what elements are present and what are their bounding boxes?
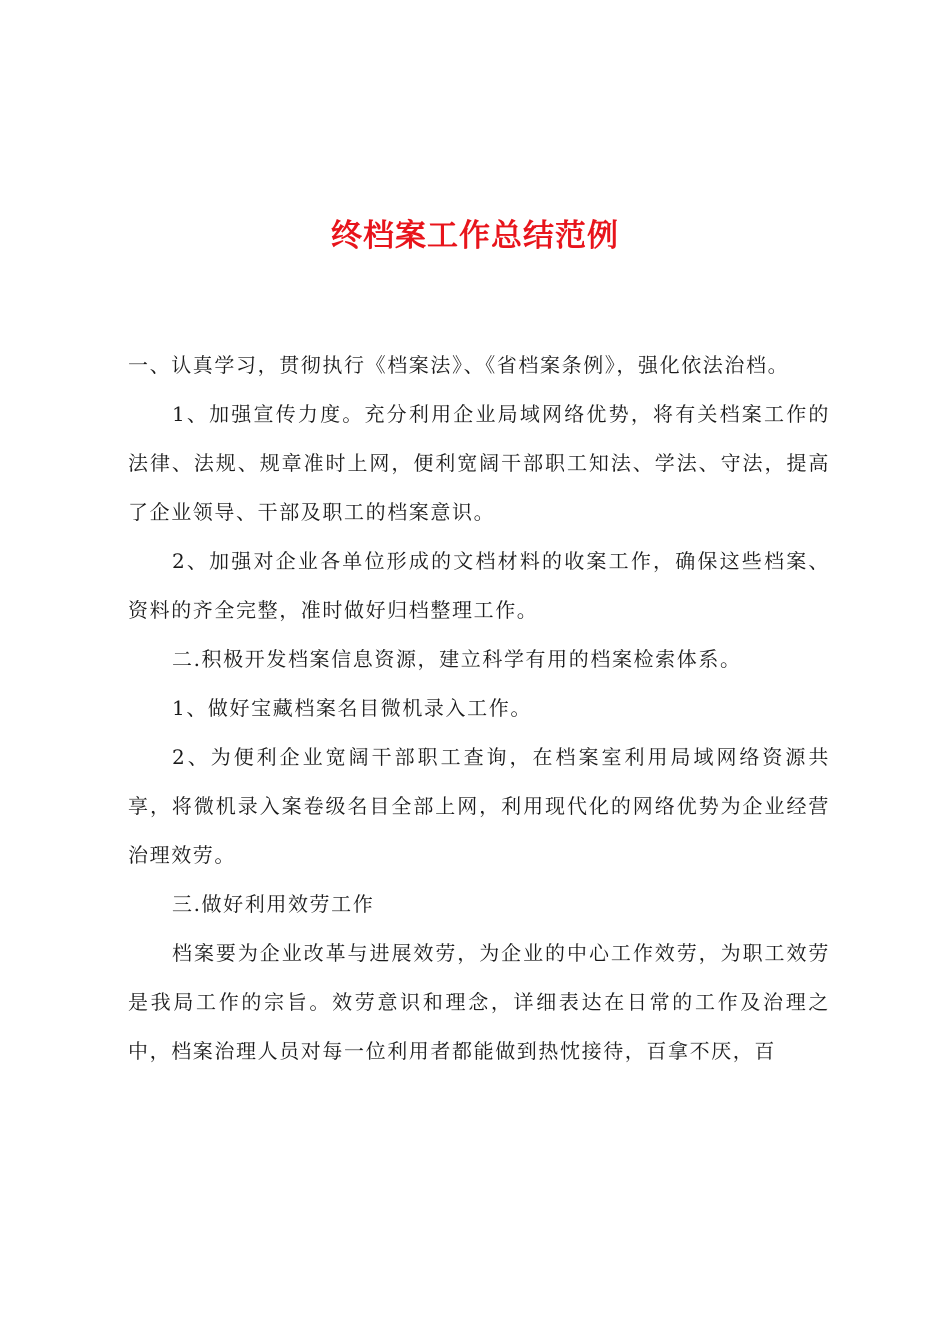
paragraph-1-2: 2、加强对企业各单位形成的文档材料的收案工作，确保这些档案、资料的齐全完整，准时做好归档整理工作。 xyxy=(128,549,830,622)
paragraph-2-1: 1、做好宝藏档案名目微机录入工作。 xyxy=(172,696,532,720)
paragraph-section-1-heading: 一、认真学习，贯彻执行《档案法》、《省档案条例》，强化依法治档。 xyxy=(128,353,790,377)
paragraph-section-3-heading: 三.做好利用效劳工作 xyxy=(172,892,375,916)
paragraph-3-body: 档案要为企业改革与进展效劳，为企业的中心工作效劳，为职工效劳是我局工作的宗旨。效劳意识和理念，详细表达在日常的工作及治理之中，档案治理人员对每一位利用者都能做到热忱接待，百拿不厌，百 xyxy=(128,941,830,1063)
document-body xyxy=(128,341,830,1076)
paragraph-1-1: 1、加强宣传力度。充分利用企业局域网络优势，将有关档案工作的法律、法规、规章准时上网，便利宽阔干部职工知法、学法、守法，提高了企业领导、干部及职工的档案意识。 xyxy=(128,402,830,524)
document-title: 终档案工作总结范例 xyxy=(331,218,619,254)
paragraph-2-2: 2、为便利企业宽阔干部职工查询，在档案室利用局域网络资源共享，将微机录入案卷级名目全部上网，利用现代化的网络优势为企业经营治理效劳。 xyxy=(128,745,830,867)
paragraph-section-2-heading: 二.积极开发档案信息资源，建立科学有用的档案检索体系。 xyxy=(172,647,742,671)
